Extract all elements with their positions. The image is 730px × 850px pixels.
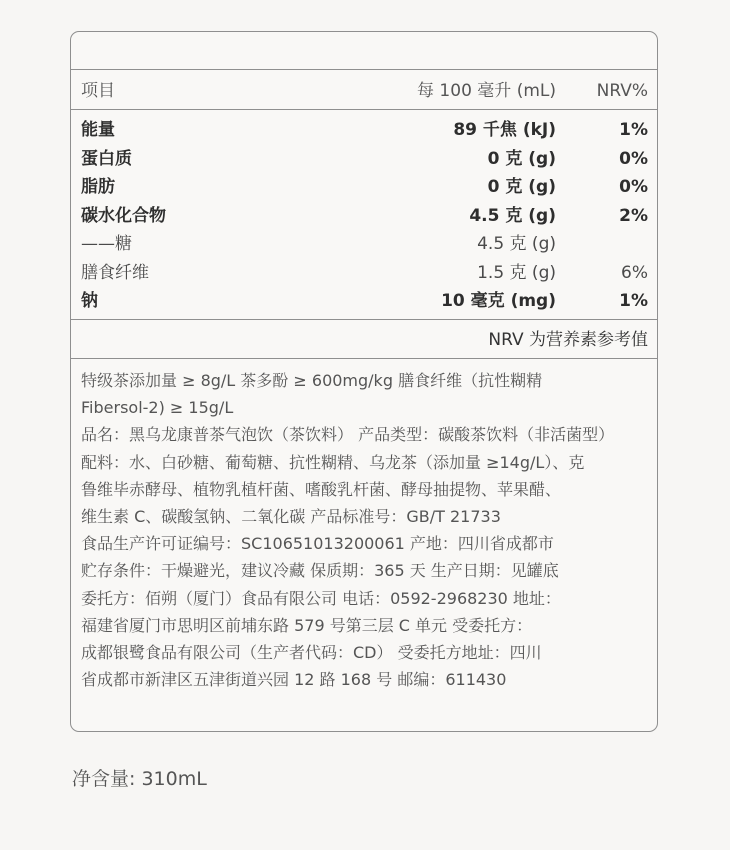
- nutrient-amount: 4.5 克 (g): [469, 205, 556, 226]
- detail-line: 食品生产许可证编号：SC10651013200061 产地：四川省成都市: [81, 534, 554, 554]
- nutrient-nrv: 0%: [619, 177, 648, 197]
- detail-line: Fibersol-2) ≥ 15g/L: [81, 398, 234, 418]
- divider-top: [71, 69, 657, 70]
- nutrient-amount: 89 千焦 (kJ): [453, 120, 556, 140]
- nutrient-name: 碳水化合物: [81, 205, 166, 226]
- detail-line: 福建省厦门市思明区前埔东路 579 号第三层 C 单元 受委托方：: [81, 615, 533, 635]
- nutrient-name: ——糖: [81, 234, 132, 254]
- divider-header: [71, 109, 657, 110]
- nutrient-name: 膳食纤维: [81, 262, 149, 283]
- detail-line: 委托方：佰朔（厦门）食品有限公司 电话：0592-2968230 地址：: [81, 588, 561, 608]
- nutrient-name: 蛋白质: [81, 148, 132, 169]
- divider-nutrients: [71, 319, 657, 320]
- nutrient-name: 能量: [81, 120, 115, 140]
- product-details: [81, 367, 649, 693]
- header-per-100ml: 每 100 毫升 (mL): [417, 81, 556, 101]
- detail-line: 鲁维毕赤酵母、植物乳植杆菌、嗜酸乳杆菌、酵母抽提物、苹果醋、: [81, 479, 562, 499]
- nutrition-label-panel: [70, 31, 658, 732]
- nutrient-amount: 10 毫克 (mg): [441, 291, 556, 311]
- nutrient-name: 脂肪: [81, 177, 115, 197]
- nutrient-amount: 1.5 克 (g): [477, 262, 556, 283]
- nutrient-amount: 4.5 克 (g): [477, 234, 556, 254]
- nutrient-nrv: 1%: [619, 120, 648, 140]
- detail-line: 成都银鹭食品有限公司（生产者代码：CD） 受委托方地址：四川: [81, 642, 542, 662]
- nutrient-nrv: 2%: [619, 205, 648, 226]
- header-nrv: NRV%: [596, 81, 648, 101]
- detail-line: 维生素 C、碳酸氢钠、二氧化碳 产品标准号：GB/T 21733: [81, 506, 501, 526]
- nutrient-nrv: 1%: [619, 291, 648, 311]
- detail-line: 省成都市新津区五津街道兴园 12 路 168 号 邮编：611430: [81, 670, 507, 690]
- detail-line: 配料：水、白砂糖、葡萄糖、抗性糊精、乌龙茶（添加量 ≥14g/L）、克: [81, 452, 585, 472]
- nutrient-amount: 0 克 (g): [487, 148, 556, 169]
- detail-line: 贮存条件：干燥避光，建议冷藏 保质期：365 天 生产日期：见罐底: [81, 561, 559, 581]
- nrv-footnote: NRV 为营养素参考值: [488, 330, 648, 350]
- detail-line: 特级茶添加量 ≥ 8g/L 茶多酚 ≥ 600mg/kg 膳食纤维（抗性糊精: [81, 371, 543, 390]
- detail-line: 品名：黑乌龙康普茶气泡饮（茶饮料） 产品类型：碳酸茶饮料（非活菌型）: [81, 425, 615, 445]
- nutrient-amount: 0 克 (g): [487, 177, 556, 197]
- divider-footnote: [71, 358, 657, 359]
- header-item: 项目: [81, 81, 115, 101]
- nutrient-nrv: 6%: [621, 262, 648, 283]
- net-content: 净含量: 310mL: [72, 768, 207, 790]
- nutrient-nrv: 0%: [619, 148, 648, 169]
- nutrient-name: 钠: [81, 291, 98, 311]
